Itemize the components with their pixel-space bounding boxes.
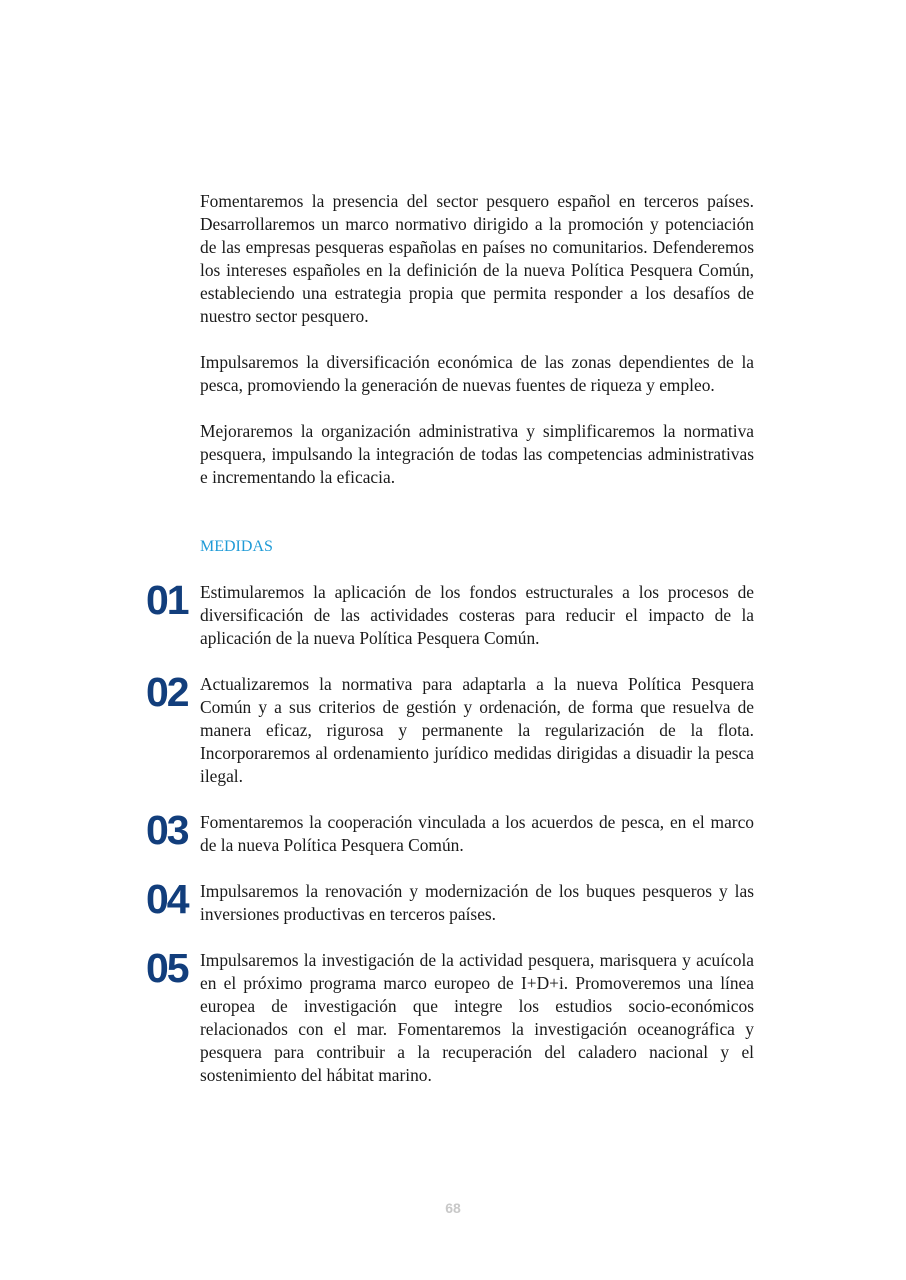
intro-section [200, 190, 754, 489]
measure-number: 03 [146, 807, 188, 853]
measure-item [146, 807, 754, 857]
measure-text: Impulsaremos la renovación y modernización de los buques pesqueros y las inversiones productivas en terceros países. [200, 881, 754, 924]
page-number: 68 [445, 1200, 461, 1216]
measure-item [146, 577, 754, 650]
measure-text: Estimularemos la aplicación de los fondos estructurales a los procesos de diversificación de las actividades costeras para reducir el impacto de la aplicación de la nueva Política Pesquera Común. [200, 582, 754, 648]
measure-text: Fomentaremos la cooperación vinculada a los acuerdos de pesca, en el marco de la nueva Política Pesquera Común. [200, 812, 754, 855]
measure-text: Actualizaremos la normativa para adaptarla a la nueva Política Pesquera Común y a sus criterios de gestión y ordenación, de forma que resuelva de manera eficaz, rigurosa y permanente la regularización de la flota. Incorporaremos al ordenamiento jurídico medidas dirigidas a disuadir la pesca ilegal. [200, 674, 754, 786]
measure-item [146, 876, 754, 926]
measure-text: Impulsaremos la investigación de la actividad pesquera, marisquera y acuícola en el próximo programa marco europeo de I+D+i. Promoveremos una línea europea de investigación que integre los estudios socio-económicos relacionados con el mar. Fomentaremos la investigación oceanográfica y pesquera para contribuir a la recuperación del caladero nacional y el sostenimiento del hábitat marino. [200, 950, 754, 1085]
measure-number: 01 [146, 577, 188, 623]
section-heading: MEDIDAS [200, 538, 273, 555]
measure-number: 05 [146, 945, 188, 991]
intro-paragraph: Mejoraremos la organización administrativa y simplificaremos la normativa pesquera, impulsando la integración de todas las competencias administrativas e incrementando la eficacia. [200, 421, 754, 487]
intro-paragraph: Impulsaremos la diversificación económica de las zonas dependientes de la pesca, promoviendo la generación de nuevas fuentes de riqueza y empleo. [200, 352, 754, 395]
measure-item [146, 945, 754, 1087]
measure-number: 02 [146, 669, 188, 715]
intro-paragraph: Fomentaremos la presencia del sector pesquero español en terceros países. Desarrollaremos un marco normativo dirigido a la promoción y potenciación de las empresas pesqueras españolas en países no comunitarios. Defenderemos los intereses españoles en la definición de la nueva Política Pesquera Común, estableciendo una estrategia propia que permita responder a los desafíos de nuestro sector pesquero. [200, 191, 754, 326]
measure-number: 04 [146, 876, 188, 922]
page-content [146, 190, 754, 1087]
measure-item [146, 669, 754, 788]
measures-list [146, 577, 754, 1087]
